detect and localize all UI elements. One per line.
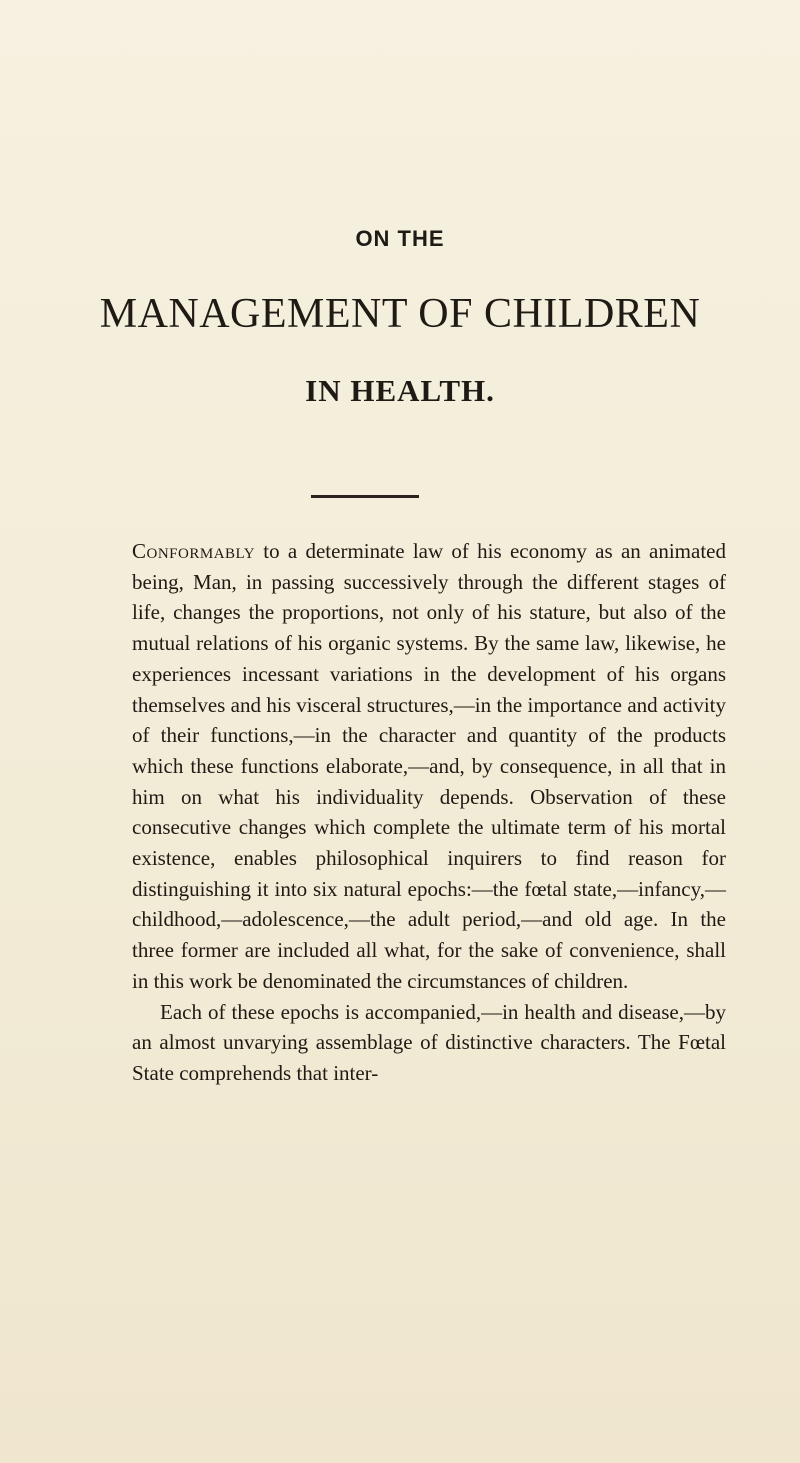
divider-rule — [311, 495, 419, 498]
body-text — [132, 536, 726, 1089]
page-subtitle: IN HEALTH. — [305, 373, 495, 408]
paragraph-lead-word: Conformably — [132, 539, 256, 563]
paragraph-1-text: to a determinate law of his economy as an animated being, Man, in passing successively through the different stages of life, changes the proportions, not only of his stature, but also of the mutual relations of his organic systems. By the same law, likewise, he experiences incessant variations in the development of his organs themselves and his visceral structures,—in the importance and activity of their functions,—in the character and quantity of the products which these functions elaborate,—and, by consequence, in all that in him on what his individuality depends. Observation of these consecutive changes which complete the ultimate term of his mortal existence, enables philosophical inquirers to find reason for distinguishing it into six natural epochs:—the fœtal state,—infancy,—childhood,—adolescence,—the adult period,—and old age. In the three former are included all what, for the sake of convenience, shall in this work be denominated the circumstances of children. — [132, 539, 726, 993]
heading-on-the: ON THE — [355, 226, 445, 251]
paragraph-2: Each of these epochs is accompanied,—in health and disease,—by an almost unvarying assemblage of distinctive characters. The Fœtal State comprehends that inter- — [132, 999, 726, 1085]
page-title: MANAGEMENT OF CHILDREN — [99, 291, 701, 337]
paragraph-1 — [132, 536, 726, 997]
